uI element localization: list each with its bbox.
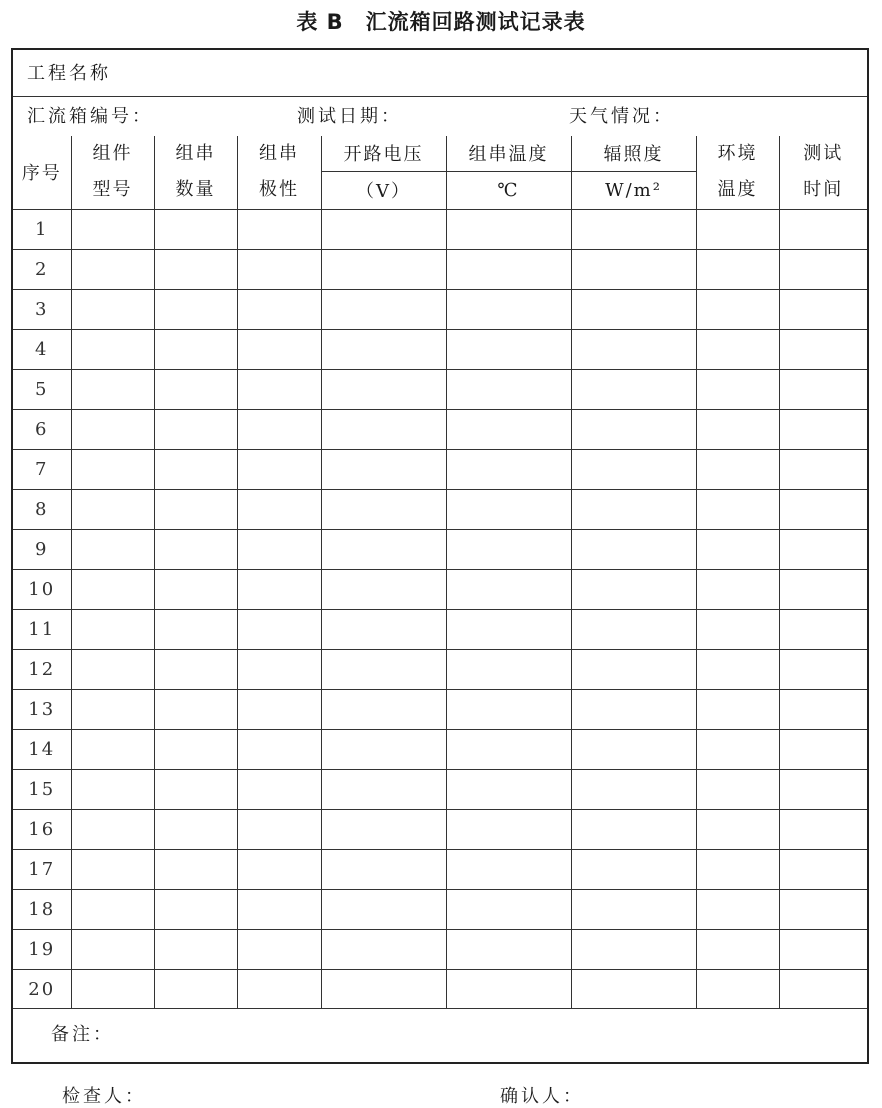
table-row — [13, 569, 867, 609]
empty-cell[interactable] — [779, 769, 867, 809]
confirmer-label: 确认人： — [500, 1086, 584, 1107]
table-row — [13, 489, 867, 529]
empty-cell[interactable] — [237, 529, 321, 569]
col-string-polarity — [237, 136, 321, 209]
empty-cell[interactable] — [571, 849, 696, 889]
empty-cell[interactable] — [321, 529, 446, 569]
empty-cell[interactable] — [154, 609, 237, 649]
table-row — [13, 809, 867, 849]
empty-cell[interactable] — [237, 889, 321, 929]
col-test-time — [779, 136, 867, 209]
empty-cell[interactable] — [696, 969, 779, 1009]
col-temp-unit: ℃ — [446, 171, 571, 209]
empty-cell[interactable] — [71, 529, 154, 569]
empty-cell[interactable] — [446, 689, 571, 729]
empty-cell[interactable] — [571, 369, 696, 409]
empty-cell[interactable] — [446, 209, 571, 249]
empty-cell[interactable] — [571, 449, 696, 489]
col-string-count — [154, 136, 237, 209]
table-row — [13, 449, 867, 489]
empty-cell[interactable] — [237, 449, 321, 489]
col-module-l1: 组件 — [92, 143, 133, 165]
empty-cell[interactable] — [446, 649, 571, 689]
table-row — [13, 409, 867, 449]
inspector-label: 检查人： — [62, 1086, 146, 1107]
row-number: 18 — [13, 889, 71, 929]
empty-cell[interactable] — [321, 369, 446, 409]
empty-cell[interactable] — [321, 849, 446, 889]
empty-cell[interactable] — [71, 849, 154, 889]
empty-cell[interactable] — [321, 889, 446, 929]
empty-cell[interactable] — [154, 489, 237, 529]
empty-cell[interactable] — [321, 449, 446, 489]
table-row — [13, 889, 867, 929]
empty-cell[interactable] — [446, 489, 571, 529]
empty-cell[interactable] — [446, 249, 571, 289]
row-number: 12 — [13, 649, 71, 689]
col-module-l2: 型号 — [92, 179, 133, 201]
empty-cell[interactable] — [446, 449, 571, 489]
empty-cell[interactable] — [154, 969, 237, 1009]
empty-cell[interactable] — [71, 689, 154, 729]
empty-cell[interactable] — [696, 569, 779, 609]
empty-cell[interactable] — [71, 209, 154, 249]
row-number: 19 — [13, 929, 71, 969]
row-number: 14 — [13, 729, 71, 769]
test-record-table — [13, 136, 867, 1009]
empty-cell[interactable] — [696, 489, 779, 529]
empty-cell[interactable] — [321, 569, 446, 609]
empty-cell[interactable] — [154, 769, 237, 809]
empty-cell[interactable] — [446, 969, 571, 1009]
empty-cell[interactable] — [154, 689, 237, 729]
empty-cell[interactable] — [696, 649, 779, 689]
empty-cell[interactable] — [446, 529, 571, 569]
empty-cell[interactable] — [779, 329, 867, 369]
empty-cell[interactable] — [446, 729, 571, 769]
empty-cell[interactable] — [154, 929, 237, 969]
col-string-temperature: 组串温度 — [446, 136, 571, 171]
empty-cell[interactable] — [237, 409, 321, 449]
empty-cell[interactable] — [779, 249, 867, 289]
divider — [13, 96, 867, 97]
empty-cell[interactable] — [321, 209, 446, 249]
empty-cell[interactable] — [321, 969, 446, 1009]
row-number: 11 — [13, 609, 71, 649]
empty-cell[interactable] — [446, 329, 571, 369]
row-number: 13 — [13, 689, 71, 729]
col-string-count-l2: 数量 — [175, 179, 216, 201]
empty-cell[interactable] — [571, 409, 696, 449]
empty-cell[interactable] — [321, 609, 446, 649]
table-row — [13, 329, 867, 369]
empty-cell[interactable] — [571, 529, 696, 569]
empty-cell[interactable] — [237, 569, 321, 609]
empty-cell[interactable] — [154, 649, 237, 689]
empty-cell[interactable] — [571, 689, 696, 729]
row-number: 8 — [13, 489, 71, 529]
empty-cell[interactable] — [321, 809, 446, 849]
empty-cell[interactable] — [321, 409, 446, 449]
empty-cell[interactable] — [321, 249, 446, 289]
table-row — [13, 929, 867, 969]
empty-cell[interactable] — [237, 649, 321, 689]
empty-cell[interactable] — [71, 569, 154, 609]
table-row — [13, 609, 867, 649]
empty-cell[interactable] — [237, 289, 321, 329]
empty-cell[interactable] — [321, 929, 446, 969]
weather-label: 天气情况： — [569, 106, 674, 127]
empty-cell[interactable] — [696, 329, 779, 369]
empty-cell[interactable] — [571, 249, 696, 289]
empty-cell[interactable] — [571, 209, 696, 249]
empty-cell[interactable] — [71, 249, 154, 289]
empty-cell[interactable] — [71, 369, 154, 409]
empty-cell[interactable] — [779, 609, 867, 649]
empty-cell[interactable] — [779, 529, 867, 569]
row-number: 16 — [13, 809, 71, 849]
col-time-l2: 时间 — [803, 179, 844, 201]
table-row — [13, 209, 867, 249]
empty-cell[interactable] — [446, 569, 571, 609]
empty-cell[interactable] — [696, 449, 779, 489]
row-number: 3 — [13, 289, 71, 329]
table-body — [13, 209, 867, 1009]
empty-cell[interactable] — [696, 889, 779, 929]
empty-cell[interactable] — [237, 209, 321, 249]
empty-cell[interactable] — [779, 649, 867, 689]
empty-cell[interactable] — [237, 609, 321, 649]
empty-cell[interactable] — [237, 769, 321, 809]
empty-cell[interactable] — [696, 529, 779, 569]
col-module-model — [71, 136, 154, 209]
empty-cell[interactable] — [696, 809, 779, 849]
empty-cell[interactable] — [696, 609, 779, 649]
empty-cell[interactable] — [571, 329, 696, 369]
empty-cell[interactable] — [237, 369, 321, 409]
empty-cell[interactable] — [571, 569, 696, 609]
record-form — [11, 48, 869, 1064]
empty-cell[interactable] — [779, 969, 867, 1009]
empty-cell[interactable] — [71, 289, 154, 329]
empty-cell[interactable] — [696, 409, 779, 449]
empty-cell[interactable] — [779, 489, 867, 529]
table-row — [13, 289, 867, 329]
empty-cell[interactable] — [321, 689, 446, 729]
empty-cell[interactable] — [237, 969, 321, 1009]
empty-cell[interactable] — [571, 609, 696, 649]
empty-cell[interactable] — [696, 929, 779, 969]
row-number: 6 — [13, 409, 71, 449]
empty-cell[interactable] — [779, 689, 867, 729]
empty-cell[interactable] — [154, 809, 237, 849]
empty-cell[interactable] — [71, 609, 154, 649]
empty-cell[interactable] — [237, 729, 321, 769]
empty-cell[interactable] — [321, 769, 446, 809]
empty-cell[interactable] — [237, 249, 321, 289]
empty-cell[interactable] — [779, 449, 867, 489]
empty-cell[interactable] — [779, 729, 867, 769]
table-title — [0, 6, 882, 38]
row-number: 15 — [13, 769, 71, 809]
empty-cell[interactable] — [571, 289, 696, 329]
remarks-row — [13, 1008, 867, 1063]
empty-cell[interactable] — [779, 929, 867, 969]
table-title-text: 汇流箱回路测试记录表 — [365, 10, 586, 34]
empty-cell[interactable] — [446, 369, 571, 409]
row-number: 2 — [13, 249, 71, 289]
empty-cell[interactable] — [71, 489, 154, 529]
remarks-label: 备注： — [51, 1024, 114, 1045]
table-row — [13, 969, 867, 1009]
col-ambient-temperature — [696, 136, 779, 209]
test-date-label: 测试日期： — [297, 106, 402, 127]
empty-cell[interactable] — [154, 249, 237, 289]
empty-cell[interactable] — [154, 569, 237, 609]
empty-cell[interactable] — [321, 489, 446, 529]
empty-cell[interactable] — [446, 849, 571, 889]
row-number: 7 — [13, 449, 71, 489]
empty-cell[interactable] — [71, 809, 154, 849]
empty-cell[interactable] — [779, 209, 867, 249]
col-polarity-l1: 组串 — [259, 143, 299, 165]
row-number: 9 — [13, 529, 71, 569]
table-row — [13, 769, 867, 809]
empty-cell[interactable] — [154, 329, 237, 369]
table-row — [13, 689, 867, 729]
empty-cell[interactable] — [321, 289, 446, 329]
row-number: 4 — [13, 329, 71, 369]
empty-cell[interactable] — [696, 369, 779, 409]
empty-cell[interactable] — [696, 729, 779, 769]
col-string-count-l1: 组串 — [175, 143, 216, 165]
empty-cell[interactable] — [696, 249, 779, 289]
empty-cell[interactable] — [237, 689, 321, 729]
empty-cell[interactable] — [321, 649, 446, 689]
empty-cell[interactable] — [696, 849, 779, 889]
empty-cell[interactable] — [71, 649, 154, 689]
empty-cell[interactable] — [446, 769, 571, 809]
project-name-label: 工程名称 — [27, 63, 111, 84]
empty-cell[interactable] — [71, 929, 154, 969]
empty-cell[interactable] — [446, 889, 571, 929]
table-row — [13, 369, 867, 409]
row-number: 5 — [13, 369, 71, 409]
empty-cell[interactable] — [154, 729, 237, 769]
empty-cell[interactable] — [696, 689, 779, 729]
empty-cell[interactable] — [237, 849, 321, 889]
empty-cell[interactable] — [71, 449, 154, 489]
col-time-l1: 测试 — [803, 143, 844, 165]
empty-cell[interactable] — [321, 729, 446, 769]
empty-cell[interactable] — [779, 569, 867, 609]
empty-cell[interactable] — [154, 369, 237, 409]
empty-cell[interactable] — [237, 489, 321, 529]
empty-cell[interactable] — [446, 609, 571, 649]
empty-cell[interactable] — [571, 969, 696, 1009]
row-number: 17 — [13, 849, 71, 889]
empty-cell[interactable] — [571, 889, 696, 929]
col-polarity-l2: 极性 — [259, 179, 299, 201]
combiner-number-label: 汇流箱编号： — [27, 106, 153, 127]
empty-cell[interactable] — [571, 489, 696, 529]
col-env-l2: 温度 — [717, 179, 758, 201]
table-row — [13, 649, 867, 689]
empty-cell[interactable] — [571, 729, 696, 769]
col-irradiance: 辐照度 — [571, 136, 696, 171]
empty-cell[interactable] — [237, 329, 321, 369]
empty-cell[interactable] — [154, 889, 237, 929]
row-number: 10 — [13, 569, 71, 609]
table-row — [13, 249, 867, 289]
empty-cell[interactable] — [71, 969, 154, 1009]
empty-cell[interactable] — [446, 409, 571, 449]
empty-cell[interactable] — [446, 289, 571, 329]
empty-cell[interactable] — [571, 809, 696, 849]
table-row — [13, 529, 867, 569]
empty-cell[interactable] — [571, 929, 696, 969]
empty-cell[interactable] — [154, 529, 237, 569]
empty-cell[interactable] — [154, 409, 237, 449]
empty-cell[interactable] — [696, 209, 779, 249]
col-seq: 序号 — [13, 136, 71, 209]
empty-cell[interactable] — [696, 769, 779, 809]
empty-cell[interactable] — [446, 929, 571, 969]
empty-cell[interactable] — [154, 849, 237, 889]
table-code: 表 B — [296, 10, 344, 34]
empty-cell[interactable] — [571, 769, 696, 809]
empty-cell[interactable] — [779, 369, 867, 409]
col-env-l1: 环境 — [717, 143, 758, 165]
empty-cell[interactable] — [696, 289, 779, 329]
empty-cell[interactable] — [154, 209, 237, 249]
empty-cell[interactable] — [237, 929, 321, 969]
empty-cell[interactable] — [71, 729, 154, 769]
row-number: 20 — [13, 969, 71, 1009]
empty-cell[interactable] — [71, 769, 154, 809]
empty-cell[interactable] — [779, 849, 867, 889]
table-row — [13, 849, 867, 889]
empty-cell[interactable] — [779, 289, 867, 329]
table-row — [13, 729, 867, 769]
row-number: 1 — [13, 209, 71, 249]
empty-cell[interactable] — [321, 329, 446, 369]
empty-cell[interactable] — [779, 889, 867, 929]
col-voc-unit: （V） — [321, 171, 446, 209]
empty-cell[interactable] — [237, 809, 321, 849]
empty-cell[interactable] — [779, 809, 867, 849]
empty-cell[interactable] — [154, 289, 237, 329]
col-open-circuit-voltage: 开路电压 — [321, 136, 446, 171]
empty-cell[interactable] — [71, 409, 154, 449]
empty-cell[interactable] — [71, 889, 154, 929]
empty-cell[interactable] — [779, 409, 867, 449]
empty-cell[interactable] — [154, 449, 237, 489]
empty-cell[interactable] — [446, 809, 571, 849]
col-irr-unit: W/m² — [571, 171, 696, 209]
empty-cell[interactable] — [71, 329, 154, 369]
empty-cell[interactable] — [571, 649, 696, 689]
